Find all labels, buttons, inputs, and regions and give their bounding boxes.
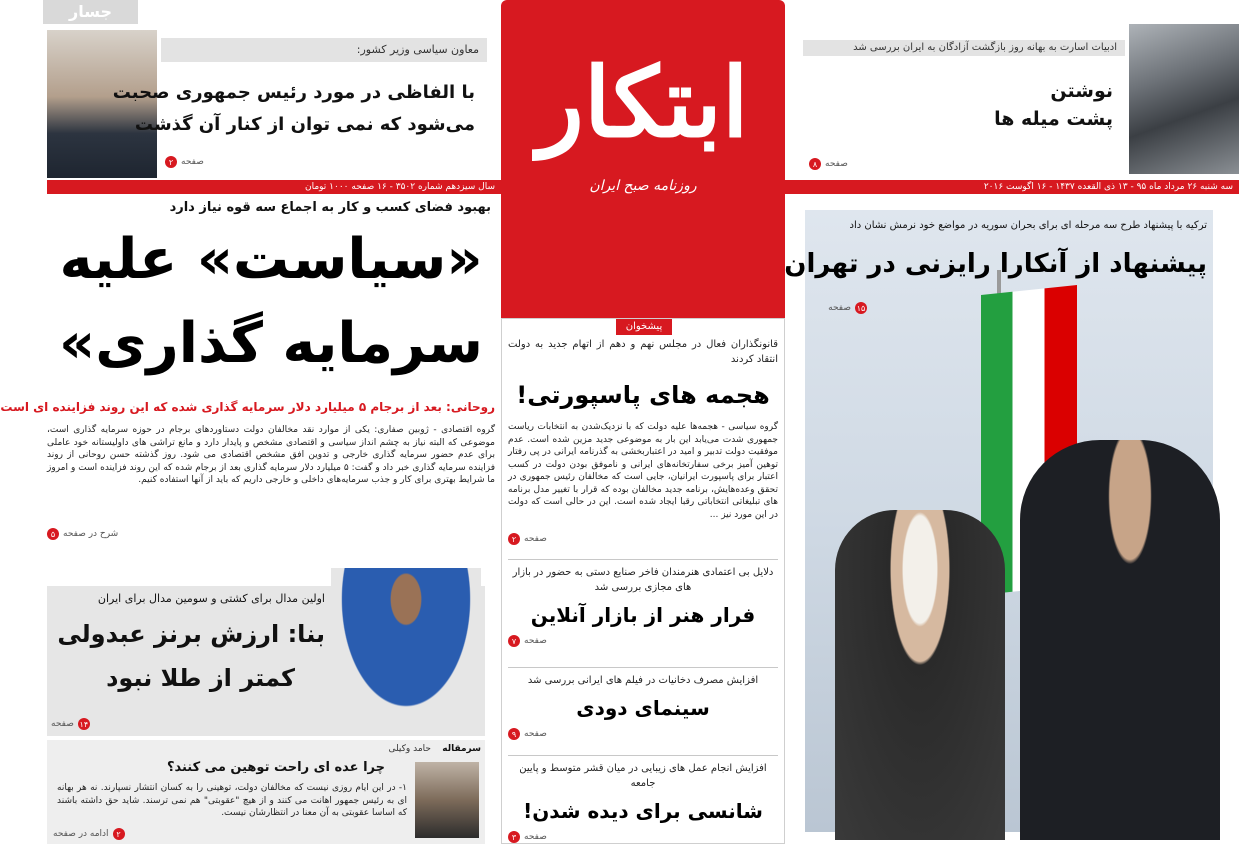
issue-info-right: سه شنبه ۲۶ مرداد ماه ۹۵ - ۱۳ ذی القعده ۱۴۳۷ - ۱۶ اگوست ۲۰۱۶ [983, 182, 1233, 192]
center-story-3-headline: سینمای دودی [576, 696, 710, 720]
left-lead-headline-2: سرمایه گذاری» [59, 311, 483, 376]
divider [508, 667, 778, 668]
issue-info-left: سال سیزدهم شماره ۳۵۰۲ - ۱۶ صفحه ۱۰۰۰ تومان [304, 182, 495, 192]
top-right-teaser[interactable] [803, 36, 1239, 176]
divider [508, 559, 778, 560]
page-label: صفحه [825, 159, 848, 169]
editorial[interactable] [47, 740, 485, 844]
main-right-kicker: ترکیه با پیشنهاد طرح سه مرحله ای برای بحران سوریه در مواضع خود نرمش نشان داد [849, 220, 1207, 231]
page-label: شرح در صفحه [63, 529, 119, 539]
page-number: ۲ [113, 828, 125, 840]
top-left-headline-2: می‌شود که نمی توان از کنار آن گذشت [134, 114, 475, 135]
center-story-4-headline: شانسی برای دیده شدن! [523, 799, 763, 823]
center-story-2-kicker: دلایل بی اعتمادی هنرمندان فاخر صنایع دستی به حضور در بازار های مجازی بررسی شد [512, 567, 774, 593]
main-right-page-ref [828, 302, 867, 314]
publisher-watermark: جسار [43, 0, 138, 24]
top-right-page-ref [809, 158, 848, 170]
center-story-2-headline: فرار هنر از بازار آنلاین [530, 603, 756, 627]
top-left-kicker: معاون سیاسی وزیر کشور: [161, 38, 487, 62]
top-right-kicker: ادبیات اسارت به بهانه روز بازگشت آزادگان به ایران بررسی شد [803, 40, 1125, 56]
top-left-page-ref [165, 156, 204, 168]
center-story-1[interactable] [508, 337, 778, 561]
divider [508, 755, 778, 756]
top-left-headline-1: با الفاظی در مورد رئیس جمهوری صحبت [112, 82, 475, 103]
page-label: صفحه [828, 303, 851, 313]
editorial-label: سرمقاله [442, 744, 481, 754]
center-story-4[interactable] [508, 761, 778, 841]
page-label: صفحه [181, 157, 204, 167]
page-number: ۲ [508, 533, 520, 545]
center-story-4-kicker: افزایش انجام عمل های زیبایی در میان قشر متوسط و پایین جامعه [519, 763, 767, 789]
main-right-headline: پیشنهاد از آنکارا رایزنی در تهران [784, 249, 1207, 279]
center-story-2[interactable] [508, 565, 778, 665]
masthead-tagline: روزنامه صبح ایران [589, 178, 697, 194]
wrestler-photo [331, 568, 481, 724]
figure-right [1020, 440, 1220, 840]
page-label: ادامه در صفحه [53, 829, 109, 839]
page-number: ۱۴ [79, 719, 89, 729]
center-story-2-page-ref [508, 635, 778, 647]
center-story-1-headline: هجمه های پاسپورتی! [516, 381, 770, 409]
left-lead-subhead: روحانی: بعد از برجام ۵ میلیارد دلار سرمایه گذاری شده که این روند فزاینده ای است [0, 400, 495, 414]
section-label: پیشخوان [616, 319, 672, 335]
crowd-photo [1129, 24, 1239, 174]
sports-headline-1: بنا: ارزش برنز عبدولی [57, 620, 325, 648]
left-lead-body: گروه اقتصادی - ژوبین صفاری: یکی از موارد نقد مخالفان دولت دستاوردهای برجام در حوزه سرمایه گذاری است، موضوعی که البته نیاز به چشم انداز سیاسی و اقتصادی مشخص و پایدار دارد و مانع تراشی های داولیستانه خود عاملی برای عدم حضور سرمایه گذاری خارجی و تدوین افق مشخص اقتصادی می شود. روز گذشته حسن روحانی از روند فزاینده سرمایه گذاری خبر داد و گفت: ۵ میلیارد دلار سرمایه گذاری بعد از برجام شده که این روند فزاینده است و امروز ما شرایط بهتری برای کار و جذب سرمایه‌های داخلی و خارجی داریم که باید از آنها استفاده کنیم. [47, 425, 495, 485]
page-label: صفحه [51, 719, 74, 729]
editorial-author: حامد وکیلی [388, 744, 431, 754]
sports-headline-2: کمتر از طلا نبود [106, 664, 295, 692]
top-right-headline-1: نوشتن [1050, 80, 1113, 102]
sports-story[interactable] [47, 586, 485, 736]
official-photo [47, 30, 157, 178]
top-left-teaser[interactable] [47, 30, 487, 178]
editorial-title: چرا عده ای راحت توهین می کنند؟ [166, 760, 385, 775]
page-number: ۵ [47, 528, 59, 540]
sports-kicker: اولین مدال برای کشتی و سومین مدال برای ایران [97, 592, 325, 605]
page-label: صفحه [524, 636, 547, 646]
center-story-1-kicker: قانونگذاران فعال در مجلس نهم و دهم از اتهام جدید به دولت انتقاد کردند [508, 339, 778, 365]
page-label: صفحه [524, 534, 547, 544]
issue-bar-left [47, 180, 501, 194]
masthead-logo: ابتکار [537, 46, 749, 159]
author-photo [415, 762, 479, 838]
page-number: ۷ [508, 635, 520, 647]
left-lead-headline-1: «سیاست» علیه [59, 227, 483, 292]
top-right-headline-2: پشت میله ها [994, 108, 1113, 130]
page-label: صفحه [524, 729, 547, 739]
editorial-page-ref [53, 828, 125, 840]
center-story-3[interactable] [508, 673, 778, 757]
left-lead-page-ref [47, 528, 495, 540]
left-lead-story[interactable] [0, 198, 495, 582]
center-story-1-page-ref [508, 533, 778, 545]
masthead-logo-block [501, 0, 785, 318]
page-number: ۹ [508, 728, 520, 740]
center-column [501, 318, 785, 844]
page-number: ۱۵ [856, 303, 866, 313]
figure-left [835, 510, 1005, 840]
sports-page-ref [51, 718, 90, 730]
page-number: ۸ [809, 158, 821, 170]
issue-bar-right [785, 180, 1239, 194]
center-story-4-page-ref [508, 831, 778, 843]
center-story-3-kicker: افزایش مصرف دخانیات در فیلم های ایرانی بررسی شد [527, 675, 759, 686]
page-label: صفحه [524, 832, 547, 842]
main-right-story[interactable] [784, 210, 1213, 832]
editorial-body: ۱- در این ایام روزی نیست که مخالفان دولت، توهینی را به کسان انتشار نسپارند. نه هر بهانه ای به رئیس جمهور اهانت می کنند و از هیچ "عقوبتی" هم نمی ترسند. شاید حق داشته باشند که اساسا عقوبتی به آن معنا در انتظارشان نیست. [57, 783, 407, 818]
center-story-3-page-ref [508, 728, 778, 740]
center-story-1-body: گروه سیاسی - هجمه‌ها علیه دولت که با نزدیک‌شدن به انتخابات ریاست جمهوری شدت می‌یابد این بار به موضوعی جدید مزین شده است. عدم موفقیت دولت تدبیر و امید در اعتباربخشی به گذرنامه ایرانی در پی رفتار توهین آمیز برخی سفارتخانه‌های ایرانی و ناموفق بودن دولت در کسب اعتبار برای پاسپورت ایرانیان، جایی است که مخالفان رئیس جمهوری در تحقق وعده‌هایش، برنامه جدید مخالفان بوده که قرار با تغییر مدل برنامه های تبلیغاتی انتخاباتی رقبا ایجاد شده است. این در حالی است که دولت در این مورد نیز ... [508, 422, 778, 520]
page-number: ۲ [165, 156, 177, 168]
page-number: ۳ [508, 831, 520, 843]
left-lead-kicker: بهبود فضای کسب و کار به اجماع سه قوه نیاز دارد [169, 200, 491, 215]
